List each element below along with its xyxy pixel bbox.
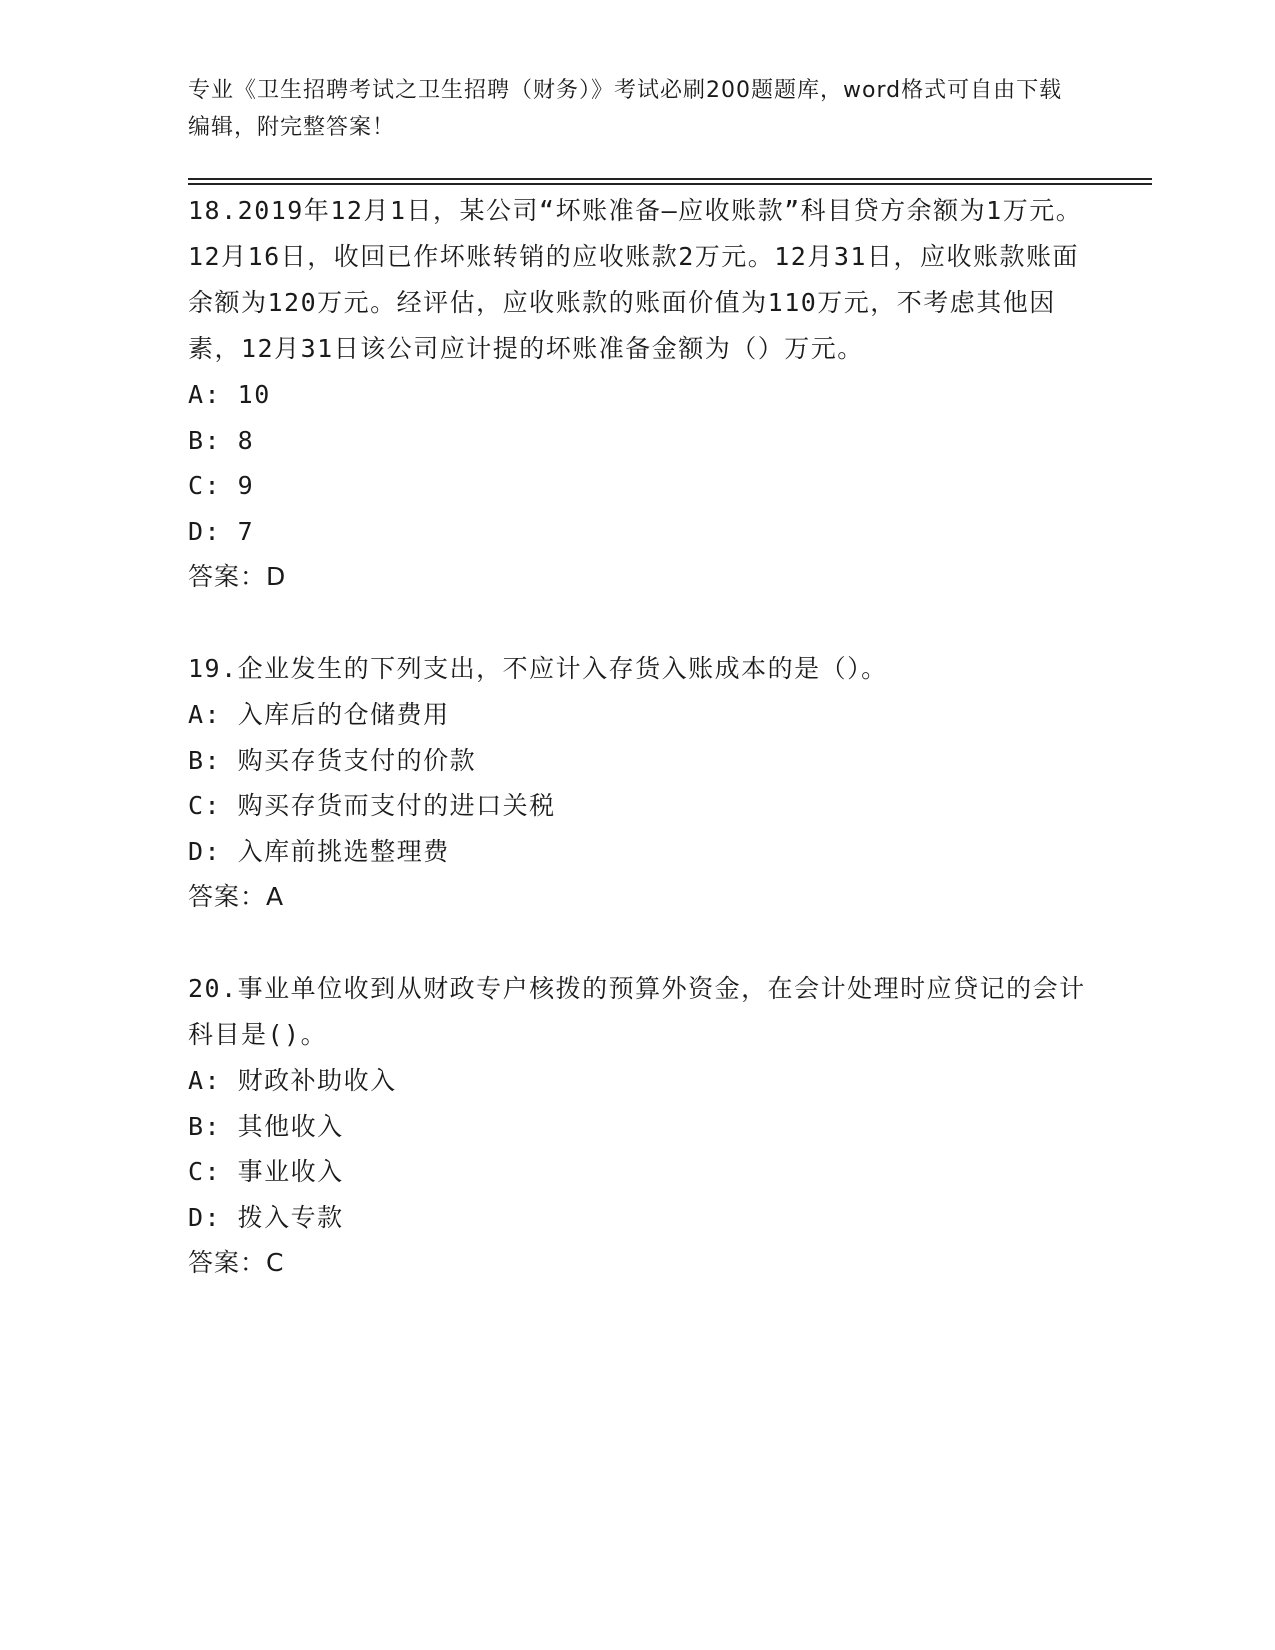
question-list <box>188 188 1088 1332</box>
question-text: 20.事业单位收到从财政专户核拨的预算外资金，在会计处理时应贷记的会计科目是()。 <box>188 974 1086 1049</box>
option-a: A: 入库后的仓储费用 <box>188 700 450 729</box>
option-d: D: 7 <box>188 516 255 546</box>
question-text: 19.企业发生的下列支出，不应计入存货入账成本的是（）。 <box>188 654 888 683</box>
header-divider-top <box>188 178 1152 180</box>
question-18 <box>188 188 1088 600</box>
answer-line: 答案：C <box>188 1248 285 1277</box>
question-19 <box>188 646 1088 920</box>
option-c: C: 事业收入 <box>188 1157 344 1186</box>
answer-line: 答案：A <box>188 882 285 911</box>
option-b: B: 其他收入 <box>188 1111 344 1141</box>
option-c: C: 购买存货而支付的进口关税 <box>188 791 556 820</box>
option-c: C: 9 <box>188 471 255 500</box>
option-b: B: 8 <box>188 425 255 455</box>
option-d: D: 入库前挑选整理费 <box>188 836 450 866</box>
question-20 <box>188 966 1088 1286</box>
option-a: A: 10 <box>188 380 271 409</box>
header-divider-bottom <box>188 183 1152 185</box>
option-d: D: 拨入专款 <box>188 1202 344 1232</box>
answer-line: 答案：D <box>188 562 287 591</box>
document-header: 专业《卫生招聘考试之卫生招聘（财务）》考试必刷200题题库，word格式可自由下载编辑，附完整答案！ <box>188 78 1063 140</box>
question-text: 18.2019年12月1日，某公司“坏账准备—应收账款”科目贷方余额为1万元。12月16日，收回已作坏账转销的应收账款2万元。12月31日，应收账款账面余额为120万元。经评估，应收账款的账面价值为110万元，不考虑其他因素，12月31日该公司应计提的坏账准备金额为（）万元。 <box>188 196 1083 363</box>
option-a: A: 财政补助收入 <box>188 1066 397 1095</box>
option-b: B: 购买存货支付的价款 <box>188 745 477 775</box>
